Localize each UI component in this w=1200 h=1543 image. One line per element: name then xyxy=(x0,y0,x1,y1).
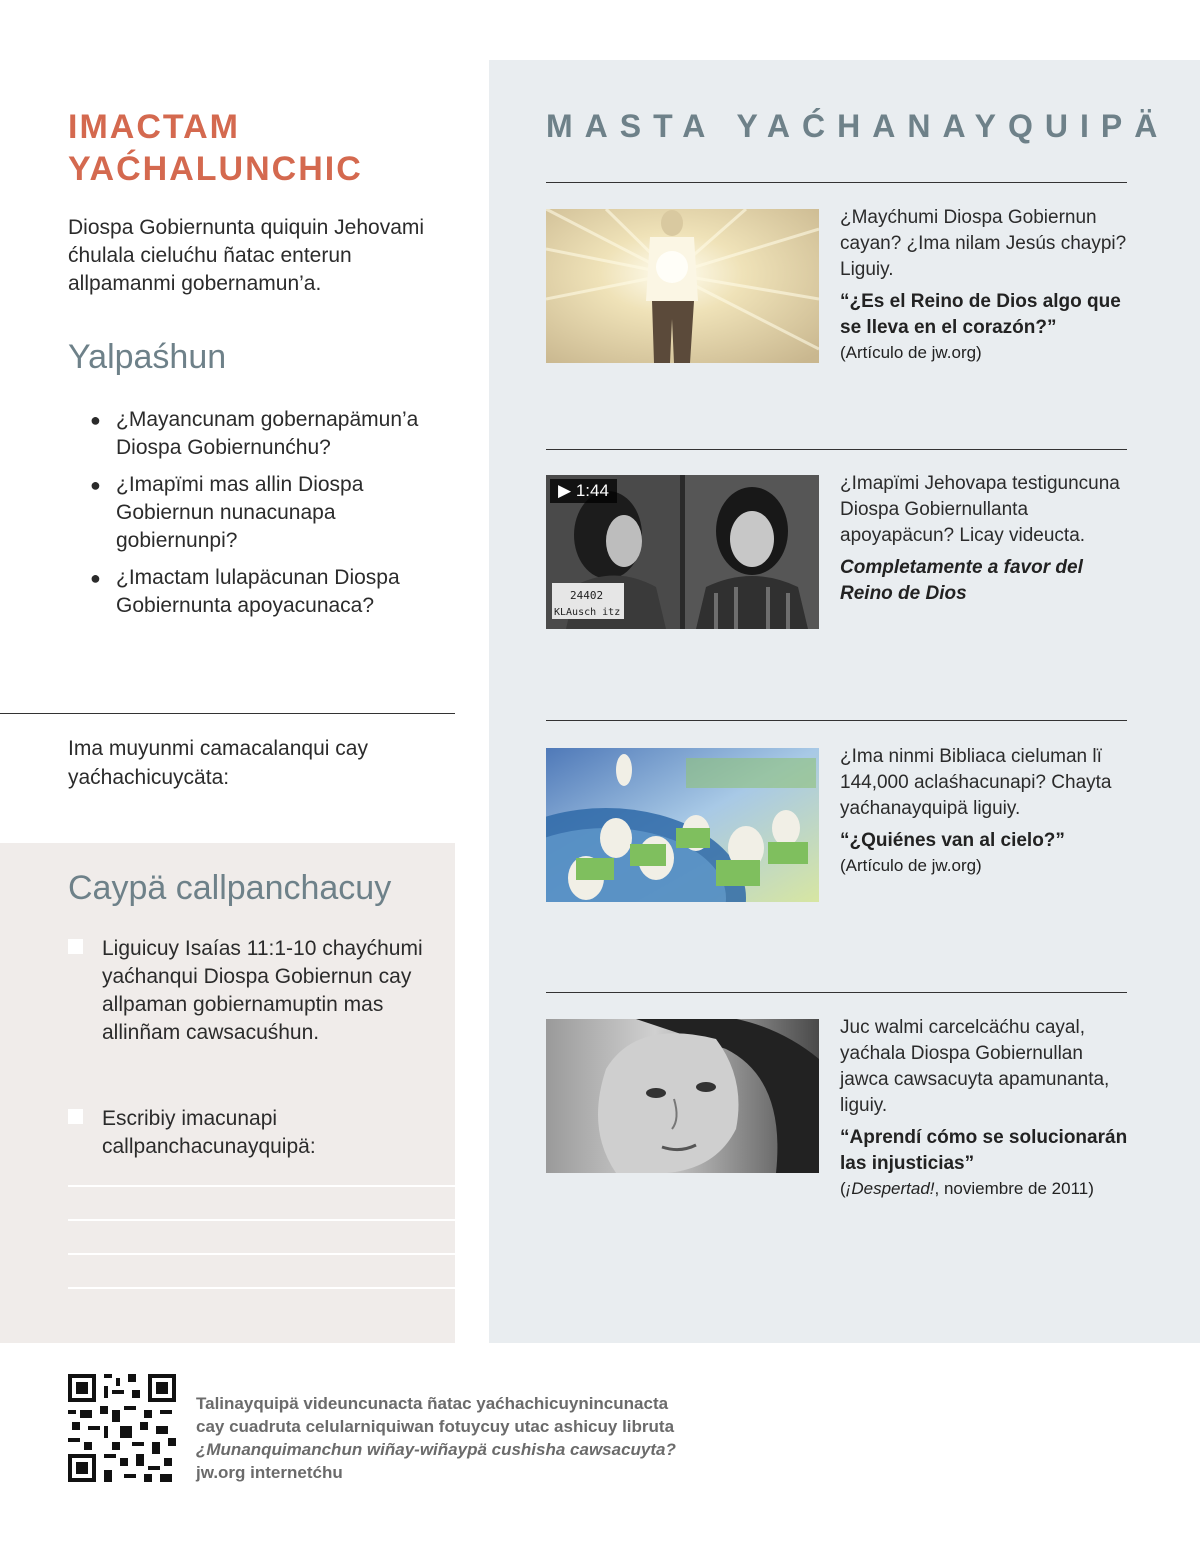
try-box xyxy=(0,843,455,1343)
divider xyxy=(546,449,1127,450)
section-title-line2: YAĆHALUNCHIC xyxy=(68,150,363,188)
card-info xyxy=(840,205,1130,365)
question-item xyxy=(90,471,450,555)
article-thumbnail[interactable] xyxy=(546,748,819,902)
bullet-icon: ● xyxy=(90,410,101,430)
intro-text: Diospa Gobiernunta quiquin Jehovami ćhulala cielućhu ñatac enterun allpamanmi gobernamun’a. xyxy=(68,216,425,295)
card-info xyxy=(840,471,1130,607)
question-text: ¿Mayancunam gobernapämun’a Diospa Gobiernunćhu? xyxy=(116,408,419,459)
footer-text xyxy=(196,1392,676,1484)
section-title-line1: IMACTAM xyxy=(68,108,240,146)
write-line[interactable] xyxy=(68,1185,455,1187)
question-list xyxy=(90,406,450,629)
footer-line: Talinayquipä videuncunacta ñatac yaćhachicuynincunacta xyxy=(196,1394,669,1413)
task-text: Escribiy imacunapi callpanchacunayquipä: xyxy=(102,1107,316,1158)
article-link[interactable]: “¿Es el Reino de Dios algo que se lleva en el corazón?” xyxy=(840,291,1121,338)
panel-title: MASTA YAĆHANAYQUIPÄ xyxy=(546,108,1170,144)
checkbox[interactable] xyxy=(68,1109,83,1124)
photo-label: KLAusch itz xyxy=(554,607,621,618)
footer-website[interactable]: jw.org internetćhu xyxy=(196,1463,343,1482)
qr-code[interactable] xyxy=(68,1374,176,1482)
bullet-icon: ● xyxy=(90,568,101,588)
card-description: ¿Imapïmi Jehovapa testiguncuna Diospa Gobiernullanta apoyapäcun? Licay videucta. xyxy=(840,473,1120,546)
card-description: ¿Mayćhumi Diospa Gobiernun cayan? ¿Ima nilam Jesús chaypi? Liguiy. xyxy=(840,207,1127,280)
questions-heading: Yalpaśhun xyxy=(68,338,227,376)
section-title xyxy=(68,106,363,190)
write-line[interactable] xyxy=(68,1219,455,1221)
checkbox[interactable] xyxy=(68,939,83,954)
video-thumbnail[interactable] xyxy=(546,475,819,629)
bullet-icon: ● xyxy=(90,475,101,495)
question-item xyxy=(90,406,450,462)
source-text: (Artículo de jw.org) xyxy=(840,343,982,362)
footer-book-title: ¿Munanquimanchun wiñay-wiñaypä cushisha cawsacuyta? xyxy=(196,1440,676,1459)
card-description: ¿Ima ninmi Bibliaca cieluman lï 144,000 aclaśhacunapi? Chayta yaćhanayquipä liguiy. xyxy=(840,746,1112,819)
photo-number: 24402 xyxy=(570,589,604,602)
magazine-title: ¡Despertad! xyxy=(845,1179,935,1198)
divider xyxy=(546,720,1127,721)
article-thumbnail[interactable] xyxy=(546,209,819,363)
try-heading: Caypä callpanchacuy xyxy=(68,869,392,907)
divider xyxy=(546,182,1127,183)
question-item xyxy=(90,564,450,620)
question-text: ¿Imapïmi mas allin Diospa Gobiernun nunacunapa gobiernunpi? xyxy=(116,473,364,552)
article-thumbnail[interactable] xyxy=(546,1019,819,1173)
video-duration-badge xyxy=(550,479,617,503)
write-line[interactable] xyxy=(68,1253,455,1255)
source-text: (Artículo de jw.org) xyxy=(840,856,982,875)
divider xyxy=(546,992,1127,993)
question-text: ¿Imactam lulapäcunan Diospa Gobiernunta apoyacunaca? xyxy=(116,566,400,617)
share-text: Ima muyunmi camacalanqui cay yaćhachicuycäta: xyxy=(68,737,368,789)
play-icon: ▶ xyxy=(558,481,572,500)
card-info xyxy=(840,744,1130,878)
video-duration: 1:44 xyxy=(575,481,609,500)
task-text: Liguicuy Isaías 11:1-10 chayćhumi yaćhanqui Diospa Gobiernun cay allpaman gobiernamuptin mas allinñam cawsacuśhun. xyxy=(102,937,423,1044)
card-info xyxy=(840,1015,1130,1201)
source-text: (¡Despertad!, noviembre de 2011) xyxy=(840,1179,1094,1198)
article-link[interactable]: “¿Quiénes van al cielo?” xyxy=(840,830,1065,851)
footer-line: cay cuadruta celularniquiwan fotuycuy utac ashicuy libruta xyxy=(196,1417,675,1436)
write-line[interactable] xyxy=(68,1287,455,1289)
divider xyxy=(0,713,455,714)
video-link[interactable]: Completamente a favor del Reino de Dios xyxy=(840,557,1083,604)
card-description: Juc walmi carcelcäćhu cayal, yaćhala Diospa Gobiernullan jawca cawsacuyta apamunanta, liguiy. xyxy=(840,1017,1110,1116)
task-item xyxy=(68,1105,428,1161)
article-link[interactable]: “Aprendí cómo se solucionarán las injusticias” xyxy=(840,1127,1128,1174)
task-item xyxy=(68,935,428,1047)
